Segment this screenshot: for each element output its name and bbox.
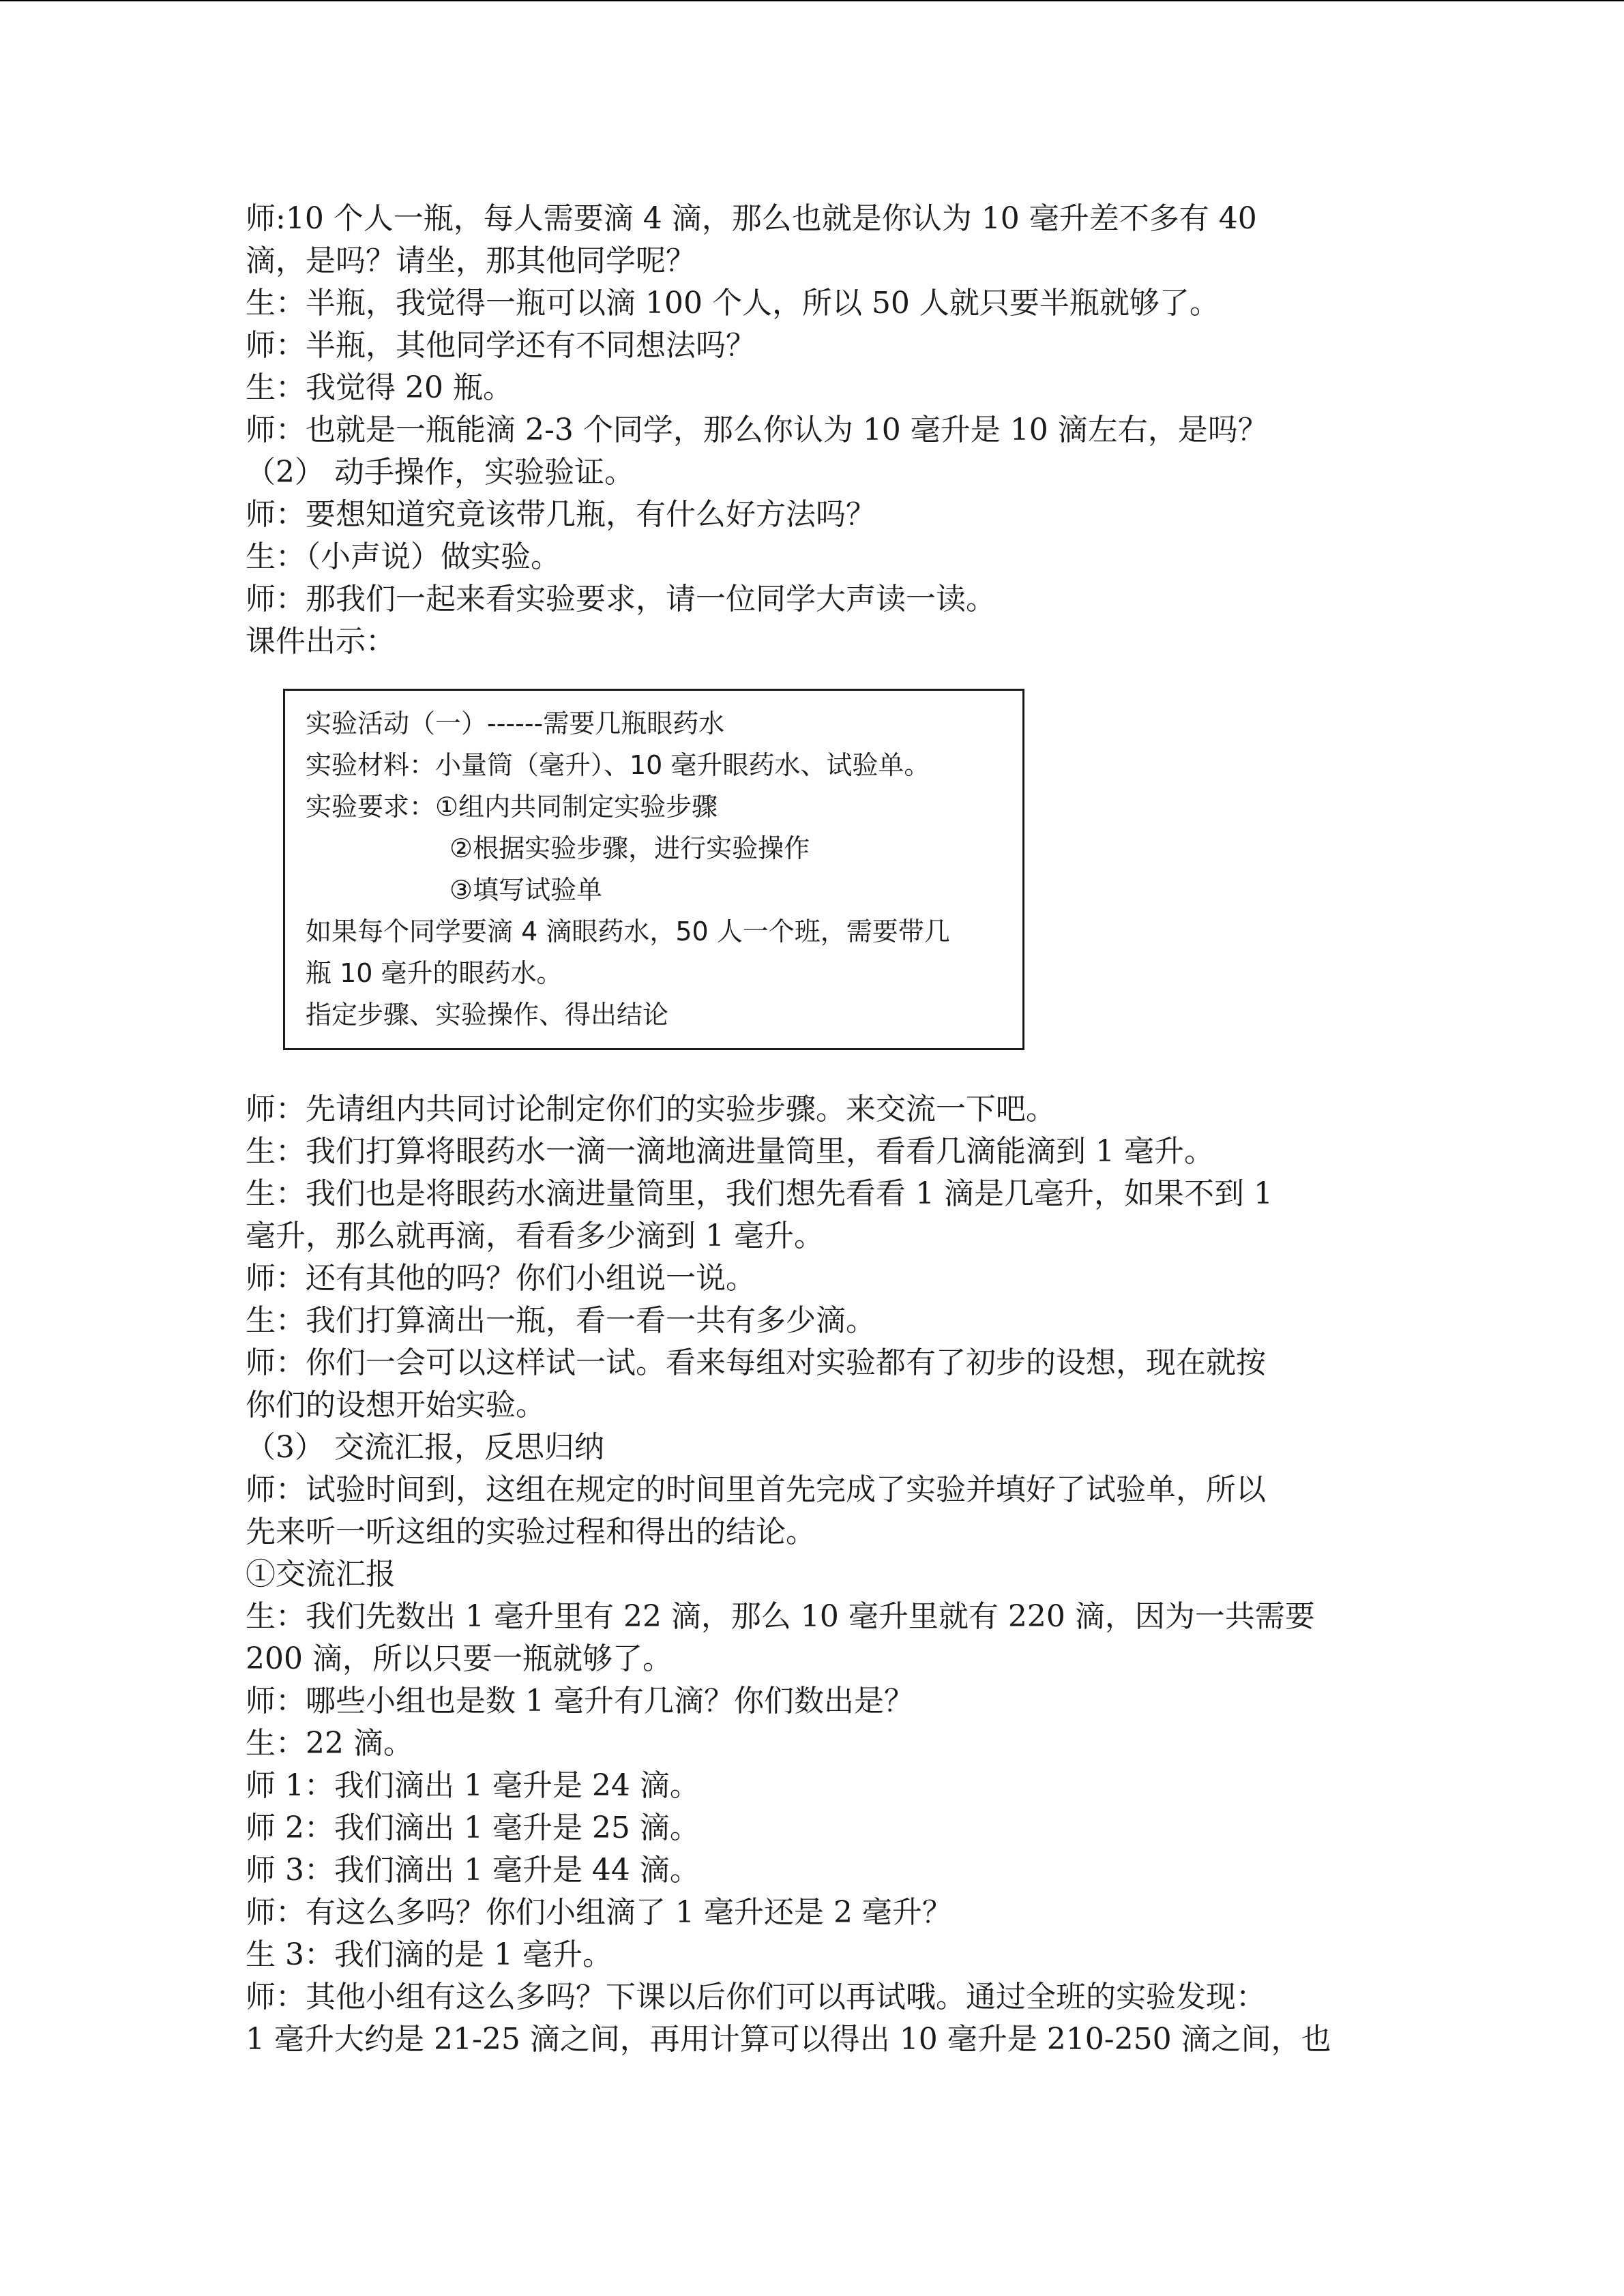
text-line: 200 滴，所以只要一瓶就够了。 — [246, 1641, 673, 1676]
text-line: 师 2：我们滴出 1 毫升是 25 滴。 — [246, 1810, 700, 1845]
text-line: 课件出示： — [246, 624, 396, 659]
text-line: 师：先请组内共同讨论制定你们的实验步骤。来交流一下吧。 — [246, 1092, 1056, 1127]
text-line: 师:10 个人一瓶，每人需要滴 4 滴，那么也就是你认为 10 毫升差不多有 40 — [246, 201, 1257, 236]
experiment-box — [283, 689, 1024, 1050]
text-line: 师：那我们一起来看实验要求，请一位同学大声读一读。 — [246, 582, 996, 616]
experiment-question: 瓶 10 毫升的眼药水。 — [306, 958, 563, 988]
text-line: 生：我们先数出 1 毫升里有 22 滴，那么 10 毫升里就有 220 滴，因为一共需要 — [246, 1599, 1315, 1634]
text-line: 师：你们一会可以这样试一试。看来每组对实验都有了初步的设想，现在就按 — [246, 1345, 1266, 1380]
text-line: 师：也就是一瓶能滴 2-3 个同学，那么你认为 10 毫升是 10 滴左右，是吗？ — [246, 413, 1268, 447]
section-heading: （3） 交流汇报，反思归纳 — [246, 1430, 604, 1465]
text-line: 师：有这么多吗？你们小组滴了 1 毫升还是 2 毫升？ — [246, 1895, 952, 1930]
text-line: 师：半瓶，其他同学还有不同想法吗？ — [246, 328, 756, 363]
experiment-materials: 实验材料：小量筒（毫升）、10 毫升眼药水、试验单。 — [306, 750, 930, 780]
experiment-question: 如果每个同学要滴 4 滴眼药水，50 人一个班，需要带几 — [306, 916, 950, 946]
text-line: 你们的设想开始实验。 — [246, 1388, 546, 1422]
sub-heading: ①交流汇报 — [246, 1557, 396, 1592]
text-line: 生：半瓶，我觉得一瓶可以滴 100 个人，所以 50 人就只要半瓶就够了。 — [246, 286, 1220, 320]
text-line: 师：其他小组有这么多吗？下课以后你们可以再试哦。通过全班的实验发现： — [246, 1980, 1266, 2014]
section-heading: （2） 动手操作，实验验证。 — [246, 455, 634, 490]
text-line: 生：我们打算将眼药水一滴一滴地滴进量筒里，看看几滴能滴到 1 毫升。 — [246, 1134, 1214, 1169]
document-body — [246, 198, 1378, 2061]
text-line: 生：我们也是将眼药水滴进量筒里，我们想先看看 1 滴是几毫升，如果不到 1 — [246, 1176, 1273, 1211]
text-line: 1 毫升大约是 21-25 滴之间，再用计算可以得出 10 毫升是 210-250 滴之间，也 — [246, 2022, 1331, 2057]
text-line: 师：哪些小组也是数 1 毫升有几滴？你们数出是？ — [246, 1684, 914, 1718]
text-line: 生：（小声说）做实验。 — [246, 539, 561, 574]
text-line: 师 1：我们滴出 1 毫升是 24 滴。 — [246, 1768, 700, 1803]
text-line: 师：试验时间到，这组在规定的时间里首先完成了实验并填好了试验单，所以 — [246, 1472, 1266, 1507]
text-line: 师：还有其他的吗？你们小组说一说。 — [246, 1261, 756, 1296]
experiment-requirement: ②根据实验步骤，进行实验操作 — [449, 833, 810, 863]
text-line: 毫升，那么就再滴，看看多少滴到 1 毫升。 — [246, 1219, 824, 1253]
text-line: 生 3：我们滴的是 1 毫升。 — [246, 1937, 612, 1972]
text-line: 生：我们打算滴出一瓶，看一看一共有多少滴。 — [246, 1303, 876, 1338]
experiment-steps: 指定步骤、实验操作、得出结论 — [306, 1000, 669, 1030]
experiment-title: 实验活动（一）------需要几瓶眼药水 — [306, 709, 725, 739]
top-border-line — [0, 0, 1624, 1]
text-line: 滴，是吗？请坐，那其他同学呢？ — [246, 243, 696, 278]
experiment-requirement: 实验要求：①组内共同制定实验步骤 — [306, 792, 718, 822]
experiment-requirement: ③填写试验单 — [449, 875, 603, 905]
text-line: 师：要想知道究竟该带几瓶，有什么好方法吗？ — [246, 497, 876, 532]
text-line: 师 3：我们滴出 1 毫升是 44 滴。 — [246, 1853, 700, 1888]
text-line: 生：我觉得 20 瓶。 — [246, 370, 513, 405]
text-line: 先来听一听这组的实验过程和得出的结论。 — [246, 1515, 816, 1549]
text-line: 生：22 滴。 — [246, 1726, 413, 1761]
